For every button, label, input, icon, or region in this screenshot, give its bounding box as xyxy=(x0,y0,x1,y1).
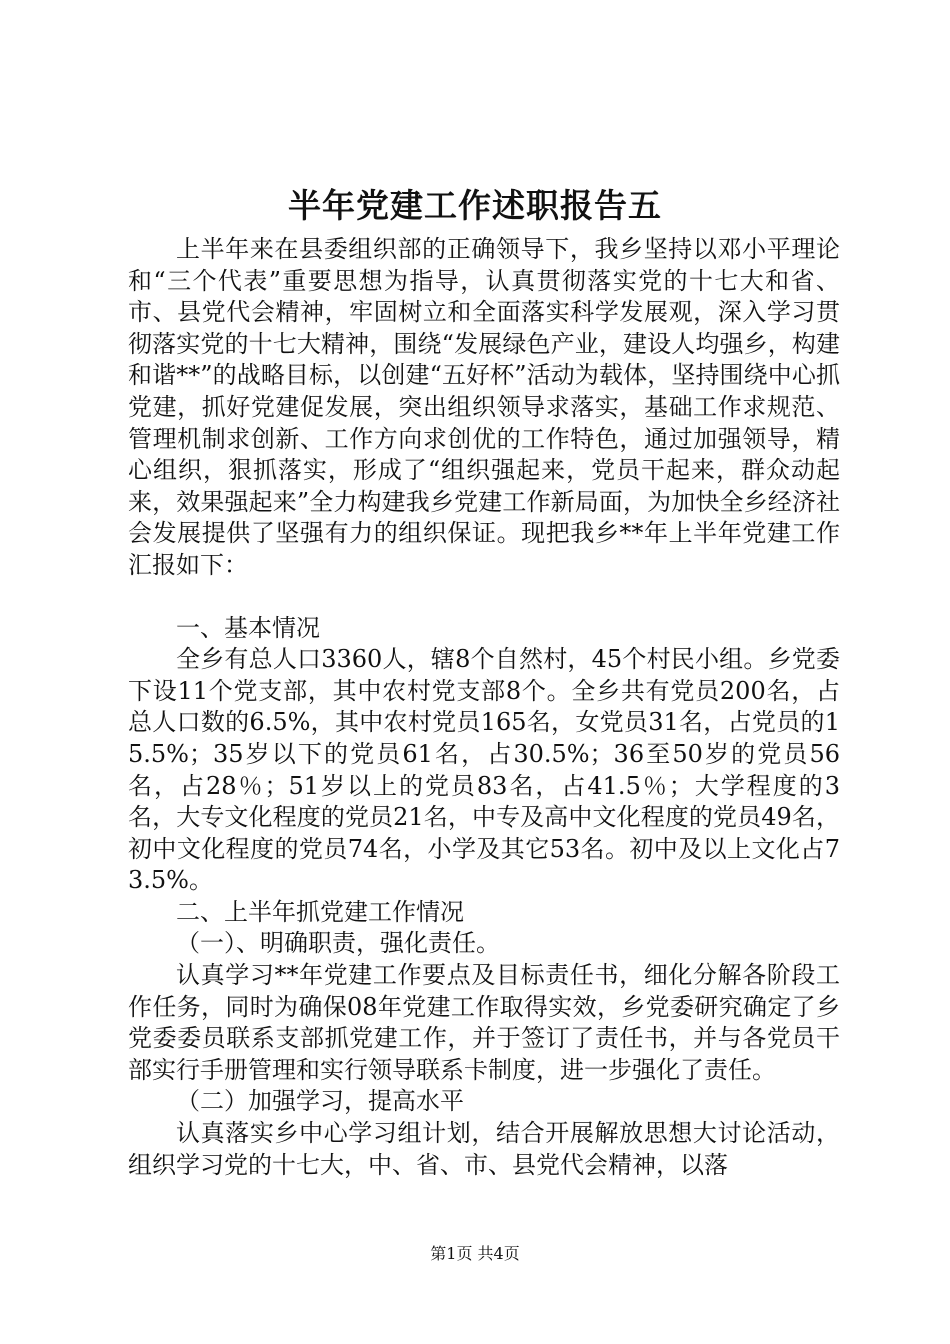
subsection-heading-2: （二）加强学习，提高水平 xyxy=(176,1087,464,1116)
document-body xyxy=(128,234,840,1181)
subsection-paragraph-2: 认真落实乡中心学习组计划，结合开展解放思想大讨论活动，组织学习党的十七大，中、省、市、县党代会精神，以落 xyxy=(128,1119,840,1179)
subsection-heading-1: （一）、明确职责，强化责任。 xyxy=(176,929,500,958)
basic-situation-paragraph: 全乡有总人口3360人，辖8个自然村，45个村民小组。乡党委下设11个党支部，其中农村党支部8个。全乡共有党员200名，占总人口数的6.5%，其中农村党员165名，女党员31名，占党员的15.5%；35岁以下的党员61名，占30.5%；36至50岁的党员56名，占28％；51岁以上的党员83名，占41.5％；大学程度的3名，大专文化程度的党员21名，中专及高中文化程度的党员49名，初中文化程度的党员74名，小学及其它53名。初中及以上文化占73.5%。 xyxy=(128,645,840,895)
document-title: 半年党建工作述职报告五 xyxy=(288,186,662,225)
intro-paragraph: 上半年来在县委组织部的正确领导下，我乡坚持以邓小平理论和“三个代表”重要思想为指导，认真贯彻落实党的十七大和省、市、县党代会精神，牢固树立和全面落实科学发展观，深入学习贯彻落实党的十七大精神，围绕“发展绿色产业，建设人均强乡，构建和谐**”的战略目标，以创建“五好杯”活动为载体，坚持围绕中心抓党建，抓好党建促发展，突出组织领导求落实，基础工作求规范、管理机制求创新、工作方向求创优的工作特色，通过加强领导，精心组织，狠抓落实，形成了“组织强起来，党员干起来，群众动起来，效果强起来”全力构建我乡党建工作新局面，为加快全乡经济社会发展提供了坚强有力的组织保证。现把我乡**年上半年党建工作汇报如下： xyxy=(128,235,840,579)
page-number: 第1页 共4页 xyxy=(430,1244,520,1263)
subsection-paragraph-1: 认真学习**年党建工作要点及目标责任书，细化分解各阶段工作任务，同时为确保08年党建工作取得实效，乡党委研究确定了乡党委委员联系支部抓党建工作，并于签订了责任书，并与各党员干部实行手册管理和实行领导联系卡制度，进一步强化了责任。 xyxy=(128,961,840,1084)
section-heading-basic: 一、基本情况 xyxy=(176,613,320,642)
section-heading-work: 二、上半年抓党建工作情况 xyxy=(176,897,464,926)
paragraph-gap xyxy=(128,582,840,613)
